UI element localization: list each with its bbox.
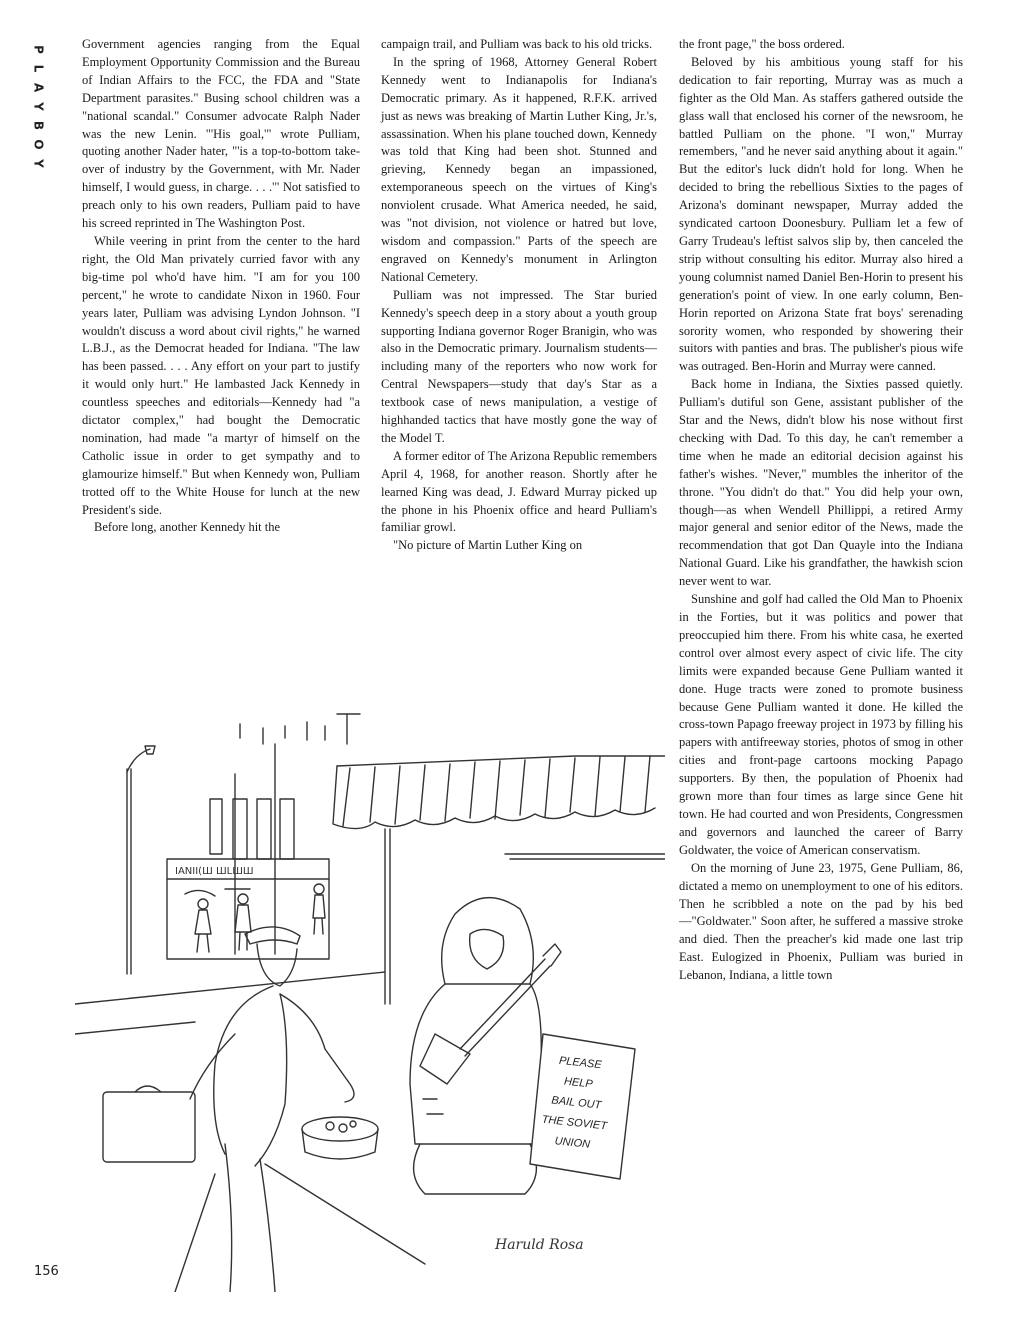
paragraph: Back home in Indiana, the Sixties passed quietly. Pulliam's dutiful son Gene, assistant publisher of the Star and the News, didn't blow his nose without first checking with Dad. To this day, he can't remember a time when he made an editorial decision against his father's wishes. "Never," mumbles the inheritor of the throne. "You didn't do that." You did help your own, though—as when Wendell Phillippi, a retired Army major general and senior editor of the News, made the recommendation that got Dan Quayle into the Indiana National Guard. Like his grandfather, the hawkish scion never went to war.: [679, 377, 963, 589]
coin-dish-drawing: [302, 1117, 378, 1159]
text-column-1: [82, 36, 360, 537]
sign-text: PLEASE: [558, 1054, 603, 1072]
magazine-masthead: [28, 40, 48, 173]
text-column-3: [679, 36, 963, 985]
paragraph: Beloved by his ambitious young staff for his dedication to fair reporting, Murray was as much a fighter as the Old Man. As staffers gathered outside the glass wall that enclosed his corner of the newsroom, he battled Pulliam on the phone. "I won," Murray remembers, "and he never said anything about it again." But the editor's luck didn't hold for long. When he decided to bring the rebellious Sixties to the pages of Arizona's dominant newspaper, Murray added the syndicated cartoon Doonesbury. Pulliam let a few of Garry Trudeau's leftist salvos slip by, then canceled the strip without consulting his editor. Murray also hired a young columnist named Daniel Ben-Horin to present his generation's point of view. In one early column, Ben-Horin reported on Arizona State frat boys' serenading sorority women, who responded by showering their suitors with panties and bras. The publisher's pious wife was outraged. Ben-Horin and Murray were canned.: [679, 54, 963, 374]
paragraph: campaign trail, and Pulliam was back to his old tricks.: [381, 37, 653, 51]
artist-signature: Haruld Rosa: [495, 1237, 584, 1253]
paragraph: Pulliam was not impressed. The Star buried Kennedy's speech deep in a story about a youth group supporting Indiana governor Roger Branigin, who was also in the Democratic primary. Journalism students—including many of the reporters who now work for Central Newspapers—study that day's Star as a textbook case of news manipulation, a vestige of highhanded tactics that have mostly gone the way of the Model T.: [381, 287, 657, 445]
masthead-letter: Y: [31, 159, 46, 168]
cartoon-illustration: [75, 704, 665, 1292]
sign-text: THE SOVIET: [541, 1113, 608, 1133]
paragraph: "No picture of Martin Luther King on: [393, 538, 583, 553]
masthead-letter: L: [31, 64, 46, 73]
paragraph: Sunshine and golf had called the Old Man to Phoenix in the Forties, but it was politics and power that preoccupied him there. From his white casa, he exerted control over almost every aspect of civic life. The city limits were expanded because Gene Pulliam wanted it done. Huge tracts were zoned to promote business because Gene Pulliam wanted it done. He killed the cross-town Papago freeway project in 1973 by filling his papers with antifreeway stories, photos of smog in other cities and front-page cartoons mocking Papago supporters. By then, the population of Phoenix had grown more than four times as large since Gene hit town. He had courted and won Presidents, Congressmen and governors and launched the career of Barry Goldwater, the voice of American conservatism.: [679, 592, 963, 857]
page-number: 156: [34, 1264, 59, 1279]
masthead-letter: B: [31, 120, 46, 131]
street-lamp-drawing: [127, 746, 155, 974]
awning-drawing: [333, 756, 665, 1004]
sign-text: HELP: [563, 1075, 594, 1091]
building-drawing: [167, 714, 360, 959]
paragraph: the front page," the boss ordered.: [679, 37, 845, 51]
masthead-letter: P: [31, 45, 46, 54]
paragraph: In the spring of 1968, Attorney General Robert Kennedy went to Indianapolis for Indiana's Democratic primary. As it happened, R.F.K. arrived just as news was breaking of Martin Luther King, Jr.'s, assassination. When his plane touched down, Kennedy was told that King had been shot. Stunned and grieving, Kennedy began an impassioned, extemporaneous speech on the virtues of King's nonviolent crusade. What America needed, he said, was "not division, not violence or hatred but love, wisdom and compassion." Parts of the speech are engraved on Kennedy's monument in Arlington National Cemetery.: [381, 54, 657, 284]
masthead-letter: O: [31, 139, 46, 150]
paragraph: A former editor of The Arizona Republic remembers April 4, 1968, for another reason. Shortly after he learned King was dead, J. Edward Murray picked up the phone in his Phoenix office and heard Pulliam's familiar growl.: [381, 448, 657, 535]
sign-board: [530, 1034, 635, 1179]
text-column-2: [381, 36, 657, 555]
businessman-drawing: [103, 927, 354, 1292]
sidewalk-line: [175, 1164, 425, 1292]
masthead-letter: A: [31, 82, 46, 93]
masthead-letter: Y: [31, 102, 46, 111]
paragraph: Government agencies ranging from the Equal Employment Opportunity Commission and the Bureau of Indian Affairs to the FCC, the FDA and "State Department parasites." Busing school children was a "national scandal." Consumer advocate Ralph Nader was the new Lenin. "'His goal,'" wrote Pulliam, quoting another Nader hater, "'is a top-to-bottom take-over of industry by the Government, with Mr. Nader himself, I would guess, in charge. . . .'" Not satisfied to preach only to his own readers, Pulliam paid to have his screed reprinted in The Washington Post.: [82, 37, 360, 231]
paragraph: While veering in print from the center to the hard right, the Old Man privately curried favor with any big-time pol who'd have him. "I am for you 100 percent," he wrote to candidate Nixon in 1960. Four years later, Pulliam was advising Lyndon Johnson. "I wouldn't discuss a word about civil rights," he warned L.B.J., as the Democrat headed for Indiana. "The law has been passed. . . . Any effort on your part to justify it would only hurt." He lambasted Jack Kennedy in countless speeches and editorials—Kennedy had "a dictator complex," had bought the Democratic nomination, had made "a martyr of himself on the Catholic issue in order to get sympathy and to glamourize himself." But when Kennedy won, Pulliam trotted off to the White House for lunch at the new President's side.: [82, 233, 360, 517]
sign-text: BAIL OUT: [550, 1094, 602, 1112]
paragraph: Before long, another Kennedy hit the: [94, 520, 281, 535]
storefront-lettering: ΙΑΝΙΙ(Ш ШLШШ: [175, 866, 254, 877]
paragraph: On the morning of June 23, 1975, Gene Pulliam, 86, dictated a memo on unemployment to one of his editors. Then he scribbled a note on the pad by his bed—"Goldwater." Soon after, he suffered a massive stroke and died. Then the preacher's kid made one last trip East. Eulogized in Phoenix, Pulliam was buried in Lebanon, Indiana, a little town: [679, 860, 963, 983]
sidewalk-line: [75, 972, 385, 1034]
sign-text: UNION: [554, 1135, 591, 1151]
